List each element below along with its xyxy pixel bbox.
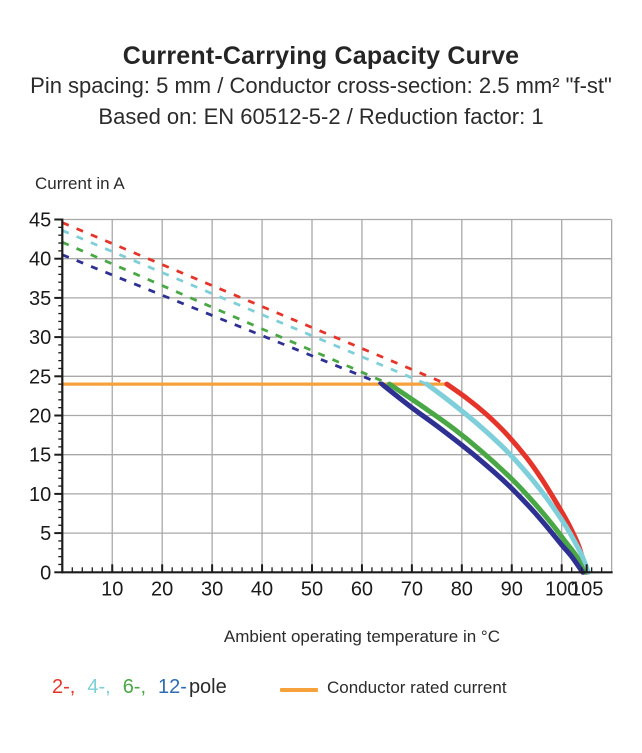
y-tick-label-10: 10	[29, 483, 52, 506]
y-tick-label-0: 0	[40, 562, 52, 585]
subtitle-line-1: Pin spacing: 5 mm / Conductor cross-section: 2.5 mm² "f-st"	[30, 73, 612, 98]
legend-pole-2: 2-,	[52, 676, 76, 698]
y-tick-label-20: 20	[29, 405, 52, 428]
y-tick-label-15: 15	[29, 444, 52, 467]
x-tick-label-60: 60	[350, 578, 374, 601]
y-tick-label-40: 40	[29, 248, 52, 271]
legend-pole-suffix: pole	[188, 676, 227, 698]
y-tick-label-30: 30	[29, 327, 52, 350]
x-tick-labels	[101, 578, 603, 600]
dashed-line-4-pole	[62, 230, 427, 384]
x-tick-label-20: 20	[151, 578, 174, 601]
legend-pole-6: 6-,	[122, 676, 147, 698]
y-tick-label-25: 25	[29, 366, 52, 389]
legend	[0, 676, 642, 708]
subtitle-line-2: Based on: EN 60512-5-2 / Reduction factor: 1	[98, 104, 544, 129]
x-tick-label-105: 105	[569, 578, 604, 601]
y-tick-label-5: 5	[40, 523, 52, 546]
x-tick-label-40: 40	[250, 578, 274, 601]
legend-pole-list	[52, 676, 227, 699]
dashed-line-12-pole	[62, 255, 382, 384]
page-title: Current-Carrying Capacity Curve	[122, 42, 520, 70]
y-tick-labels	[29, 210, 51, 585]
x-axis-title: Ambient operating temperature in °C	[223, 627, 500, 646]
x-tick-label-70: 70	[400, 578, 424, 601]
x-tick-label-80: 80	[450, 578, 473, 601]
capacity-curves	[382, 384, 588, 572]
ticks	[54, 220, 601, 573]
x-tick-label-100: 100	[545, 578, 579, 601]
x-tick-label-90: 90	[500, 578, 523, 601]
derating-dashed-lines	[62, 223, 447, 385]
gridlines	[62, 220, 611, 573]
x-tick-label-50: 50	[300, 578, 324, 601]
rated-current-swatch	[280, 688, 318, 692]
y-axis-title: Current in A	[35, 174, 125, 193]
dashed-line-2-pole	[62, 223, 447, 385]
rated-current-label: Conductor rated current	[327, 678, 507, 697]
y-tick-label-35: 35	[29, 287, 52, 310]
x-tick-label-30: 30	[200, 578, 224, 601]
y-tick-label-45: 45	[29, 209, 52, 232]
x-tick-label-10: 10	[101, 578, 124, 601]
legend-pole-12: 12-	[158, 676, 187, 698]
dashed-line-6-pole	[62, 242, 389, 384]
legend-pole-4: 4-,	[87, 676, 111, 698]
axes	[61, 219, 612, 574]
